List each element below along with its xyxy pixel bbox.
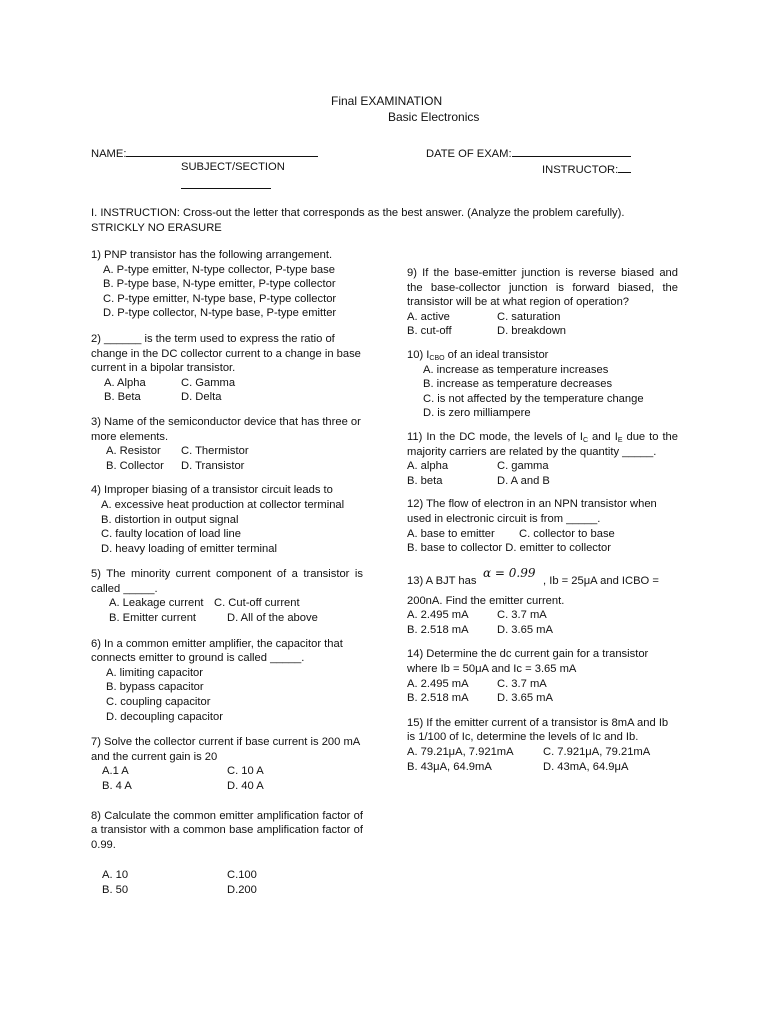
option-c[interactable]: C. Cut-off current xyxy=(214,597,300,610)
option-b[interactable]: B. bypass capacitor xyxy=(106,681,204,694)
option-a[interactable]: A. increase as temperature increases xyxy=(423,363,609,376)
date-label: DATE OF EXAM: xyxy=(426,148,512,160)
option-c[interactable]: C. collector to base xyxy=(519,527,615,540)
question-3 xyxy=(91,415,363,473)
question-10 xyxy=(407,348,678,421)
option-d[interactable]: D. Delta xyxy=(181,391,222,404)
name-field[interactable] xyxy=(91,144,318,162)
option-d[interactable]: D. Transistor xyxy=(181,459,245,472)
question-1 xyxy=(91,248,363,321)
instruction-text: I. INSTRUCTION: Cross-out the letter that corresponds as the best answer. (Analyze the problem carefully). STRICKLY NO ERASURE xyxy=(91,207,625,234)
name-line[interactable] xyxy=(126,144,318,157)
option-b[interactable]: B. Beta xyxy=(104,391,141,404)
option-a[interactable]: A. base to emitter xyxy=(407,527,495,540)
option-b[interactable]: B. 43μA, 64.9mA xyxy=(407,760,492,773)
option-d[interactable]: D. P-type collector, N-type base, P-type emitter xyxy=(103,307,337,320)
option-a[interactable]: A. Leakage current xyxy=(109,597,204,610)
question-15 xyxy=(407,716,678,774)
question-text: 12) The flow of electron in an NPN transistor when used in electronic circuit is from _____. xyxy=(407,498,657,525)
option-d[interactable]: D. 43mA, 64.9μA xyxy=(543,760,629,773)
question-text: 4) Improper biasing of a transistor circuit leads to xyxy=(91,484,333,497)
question-13 xyxy=(407,565,678,638)
question-2 xyxy=(91,332,363,405)
question-text-line2: 200nA. Find the emitter current. xyxy=(407,594,565,607)
date-field[interactable] xyxy=(426,144,631,162)
question-text: 2) ______ is the term used to express the ratio of change in the DC collector current to a change in base current in a bipolar transistor. xyxy=(91,332,361,375)
question-12 xyxy=(407,497,678,555)
option-b[interactable]: B. cut-off xyxy=(407,325,452,338)
option-b[interactable]: B. P-type base, N-type emitter, P-type collector xyxy=(103,278,336,291)
option-b[interactable]: B. Emitter current xyxy=(109,612,197,625)
question-text: 14) Determine the dc current gain for a transistor where Ib = 50μA and Ic = 3.65 mA xyxy=(407,648,649,676)
question-5 xyxy=(91,567,363,625)
option-d[interactable]: D. 3.65 mA xyxy=(497,692,553,705)
option-d[interactable]: D. 40 A xyxy=(227,780,264,792)
right-column xyxy=(407,266,678,774)
option-b[interactable]: B. beta xyxy=(407,474,443,487)
question-6 xyxy=(91,637,363,725)
option-a[interactable]: A. alpha xyxy=(407,460,449,473)
option-d[interactable]: D. heavy loading of emitter terminal xyxy=(101,542,277,555)
option-b[interactable]: B. increase as temperature decreases xyxy=(423,378,613,391)
option-c[interactable]: C. 10 A xyxy=(227,765,264,778)
option-a[interactable]: A. 79.21μA, 7.921mA xyxy=(407,746,514,759)
question-text: 6) In a common emitter amplifier, the capacitor that connects emitter to ground is called _____. xyxy=(91,637,343,665)
option-b[interactable]: B. 50 xyxy=(102,883,129,896)
option-a[interactable]: A. limiting capacitor xyxy=(106,666,203,679)
option-c[interactable]: C.100 xyxy=(227,869,257,882)
question-4 xyxy=(91,483,363,556)
option-b-d[interactable]: B. base to collector D. emitter to collector xyxy=(407,542,611,555)
option-c[interactable]: C. 3.7 mA xyxy=(497,609,547,622)
option-a[interactable]: A. P-type emitter, N-type collector, P-type base xyxy=(103,263,335,276)
question-8 xyxy=(91,809,363,898)
option-d[interactable]: D. 3.65 mA xyxy=(497,623,553,636)
option-c[interactable]: C. coupling capacitor xyxy=(106,696,211,709)
question-text: 11) In the DC mode, the levels of $I_C$ and $I_E$ due to the majority carriers are related by the quantity _____. xyxy=(407,430,679,458)
option-c[interactable]: C. Gamma xyxy=(181,376,236,389)
option-d[interactable]: D. breakdown xyxy=(497,325,567,338)
option-b[interactable]: B. 2.518 mA xyxy=(407,692,469,705)
question-text: 3) Name of the semiconductor device that has three or more elements. xyxy=(91,415,361,443)
alpha-formula: α = 0.99 xyxy=(483,565,536,580)
option-c[interactable]: C. Thermistor xyxy=(181,445,249,458)
option-c[interactable]: C. faulty location of load line xyxy=(101,528,241,541)
name-label: NAME: xyxy=(91,148,127,160)
question-11 xyxy=(407,430,678,488)
question-text: 5) The minority current component of a transistor is called _____. xyxy=(91,568,363,595)
option-a[interactable]: A.1 A xyxy=(102,765,129,778)
question-text: 15) If the emitter current of a transistor is 8mA and Ib is 1/100 of Ic, determine the levels of Ic and Ib. xyxy=(407,716,669,744)
date-line[interactable] xyxy=(512,144,631,157)
subject-line[interactable] xyxy=(181,178,271,189)
question-text: 8) Calculate the common emitter amplification factor of a transistor with a common base amplification factor of 0.99. xyxy=(91,809,363,851)
option-a[interactable]: A. Resistor xyxy=(106,445,161,458)
instructor-field[interactable] xyxy=(542,160,631,178)
option-c[interactable]: C. 3.7 mA xyxy=(497,677,547,690)
option-c[interactable]: C. gamma xyxy=(497,460,549,473)
option-d[interactable]: D. is zero milliampere xyxy=(423,407,531,420)
question-text: 1) PNP transistor has the following arrangement. xyxy=(91,249,333,261)
option-a[interactable]: A. 2.495 mA xyxy=(407,677,469,690)
option-a[interactable]: A. 10 xyxy=(102,869,129,882)
left-column xyxy=(91,248,363,898)
option-d[interactable]: D. All of the above xyxy=(227,612,318,625)
option-a[interactable]: A. active xyxy=(407,310,450,323)
question-7 xyxy=(91,735,363,793)
option-d[interactable]: D. decoupling capacitor xyxy=(106,710,223,723)
option-d[interactable]: D. A and B xyxy=(497,474,550,487)
exam-title: Final EXAMINATION xyxy=(331,94,443,108)
option-a[interactable]: A. excessive heat production at collector terminal xyxy=(101,498,345,511)
option-b[interactable]: B. distortion in output signal xyxy=(101,513,239,526)
option-c[interactable]: C. is not affected by the temperature change xyxy=(423,392,644,405)
subject-label: SUBJECT/SECTION xyxy=(181,161,285,173)
question-text: 9) If the base-emitter junction is reverse biased and the base-collector junction is forward biased, the transistor will be at what region of operation? xyxy=(407,267,678,309)
option-b[interactable]: B. Collector xyxy=(106,459,164,472)
option-c[interactable]: C. 7.921μA, 79.21mA xyxy=(543,746,651,759)
option-c[interactable]: C. P-type emitter, N-type base, P-type collector xyxy=(103,292,337,305)
option-c[interactable]: C. saturation xyxy=(497,310,561,323)
exam-subtitle: Basic Electronics xyxy=(388,110,480,124)
question-text: 7) Solve the collector current if base current is 200 mA and the current gain is 20 xyxy=(91,736,360,763)
question-14 xyxy=(407,647,678,705)
instructor-line[interactable] xyxy=(618,160,631,173)
option-d[interactable]: D.200 xyxy=(227,883,257,896)
option-a[interactable]: A. 2.495 mA xyxy=(407,609,469,622)
option-b[interactable]: B. 4 A xyxy=(102,780,132,792)
option-a[interactable]: A. Alpha xyxy=(104,376,146,389)
question-text: 13) A BJT has α = 0.99 , Ib = 25μA and ICBO = xyxy=(407,565,659,587)
question-9 xyxy=(407,266,678,339)
question-text: 10) $I_{CBO}$ of an ideal transistor xyxy=(407,348,549,362)
instructor-label: INSTRUCTOR: xyxy=(542,164,619,176)
option-b[interactable]: B. 2.518 mA xyxy=(407,623,469,636)
